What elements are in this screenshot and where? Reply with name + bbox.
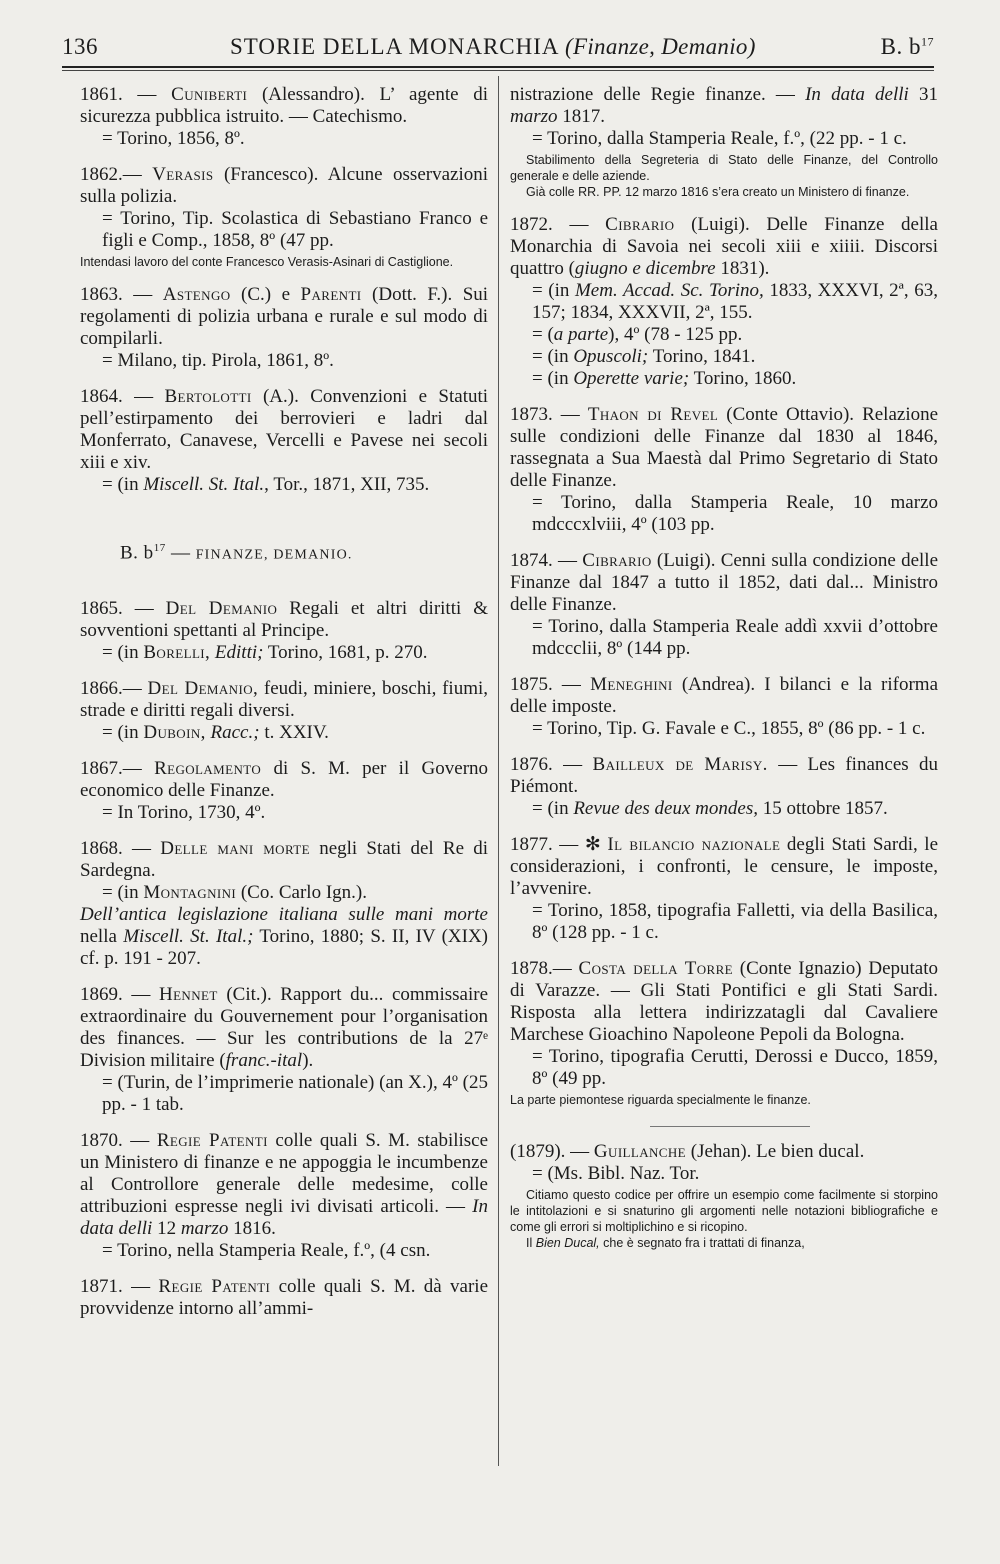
note-text: che è segnato fra i trattati di finanza, [603, 1236, 805, 1250]
imprint-source: Racc.; [210, 722, 260, 744]
entry-1861 [80, 84, 488, 150]
entry-title: Regali et altri diritti & sovventioni spettanti al Principe. [80, 598, 488, 642]
entry-title-italic: giugno e dicembre [574, 258, 716, 279]
entry-title: (Luigi). Cenni sulla condizione delle Finanze dal 1847 a tutto il 1852, dati dal... Ministro delle Finanze. [510, 550, 939, 615]
entry-title: di S. M. per il Governo economico delle Finanze. [80, 758, 489, 802]
entry-number: 1869. — [80, 984, 151, 1006]
entry-author: Hennet [158, 984, 218, 1006]
entry-author: Delle mani morte [160, 838, 310, 860]
entry-imprint [80, 722, 488, 744]
entry-1874 [510, 550, 938, 660]
entry-title: (Luigi). Delle Finanze della Monarchia di Savoia nei secoli xiii e xiiii. Discorsi quattro ( [510, 214, 938, 279]
entry-number: 1870. — [80, 1130, 150, 1152]
entry-number: 1874. — [510, 550, 578, 571]
imprint-prefix: = (in [532, 368, 569, 389]
imprint-work: Dell’antica legislazione italiana sulle mani morte [80, 904, 488, 926]
entry-imprint-3 [510, 346, 938, 368]
entry-author: Il bilancio nazionale [607, 834, 781, 855]
imprint-author: Duboin, [143, 722, 206, 744]
entry-imprint: = In Torino, 1730, 4º. [102, 802, 266, 824]
entry-imprint: = Torino, tipografia Cerutti, Derossi e Ducco, 1859, 8º (49 pp. [532, 1046, 938, 1089]
imprint-prefix: = (in [102, 722, 139, 744]
imprint-rest: 1833, XXXVI, 2ª, 63, 157; 1834, XXXVII, 2ª, 155. [532, 280, 939, 323]
section-heading-prefix: B. b [120, 542, 154, 564]
entry-1877 [510, 834, 938, 944]
entry-number: 1875. — [510, 674, 581, 695]
entry-1871 [80, 1276, 488, 1320]
entry-author: Regolamento [154, 758, 262, 780]
entry-author: Costa della Torre [578, 958, 734, 979]
entry-number: 1866.— [80, 678, 142, 700]
entry-imprint: = Torino, Tip. G. Favale e C., 1855, 8º (86 pp. - 1 c. [532, 718, 926, 739]
entry-note [510, 152, 938, 200]
entry-author: Guillanche [593, 1141, 687, 1162]
entry-title: colle quali S. M. stabilisce un Ministero di finanze e ne appoggia le incumbenze al Controllore generale delle medesime, colle attribuzioni espresse negli ivi divisati articoli. — [80, 1130, 489, 1218]
entry-imprint: = Torino, dalla Stamperia Reale addì xxvii d’ottobre mdccclii, 8º (144 pp. [532, 616, 938, 659]
entry-number: 1878.— [510, 958, 572, 979]
imprint-prefix: = ( [532, 324, 554, 345]
imprint-prefix: = (in [532, 346, 569, 367]
entry-number: 1861. — [80, 84, 157, 105]
entry-author: Del Demanio [165, 598, 278, 620]
entry-title-2: (Dott. F.). Sui regolamenti di polizia urbana e rurale e sul modo di compilarli. [80, 284, 489, 349]
imprint-rest: t. XXIV. [264, 722, 329, 744]
section-heading-text: FINANZE, DEMANIO. [195, 547, 353, 563]
entry-author: Del Demanio, [147, 678, 259, 700]
entry-imprint: = (Ms. Bibl. Naz. Tor. [532, 1163, 700, 1184]
entry-title: (Cit.). Rapport du... commissaire extraordinaire du Gouvernement pour l’organisation des finances. — Sur les contributions de la 27ᵉ Division militaire ( [80, 984, 489, 1072]
header-rule [62, 66, 934, 68]
entry-number: 1871. — [80, 1276, 151, 1298]
entry-1866 [80, 678, 488, 744]
running-section-sup: 17 [921, 34, 934, 49]
entry-number: 1877. — ✻ [510, 834, 601, 855]
entry-note: Intendasi lavoro del conte Francesco Verasis-Asinari di Castiglione. [80, 255, 454, 269]
entry-imprint: = Torino, dalla Stamperia Reale, f.º, (22 pp. - 1 c. [532, 128, 907, 149]
entry-1862 [80, 164, 488, 270]
imprint-prefix: = (in [102, 474, 139, 495]
entry-author: Verasis [152, 164, 214, 185]
section-heading-sup: 17 [153, 542, 166, 554]
entry-imprint: = Torino, Tip. Scolastica di Sebastiano Franco e figli e Comp., 1858, 8º (47 pp. [102, 208, 488, 251]
entry-title: negli Stati del Re di Sardegna. [80, 838, 489, 882]
note-paragraph: Già colle RR. PP. 12 marzo 1816 s’era creato un Ministero di finanze. [526, 185, 910, 199]
entry-date-label: In data delli [80, 1196, 488, 1240]
entry-date-month: marzo [510, 106, 558, 127]
entry-1878 [510, 958, 938, 1108]
imprint-source: Miscell. St. Ital.; [123, 926, 254, 948]
entry-date-day: 31 [919, 84, 938, 105]
section-heading-dash: — [170, 542, 191, 564]
imprint-source: Mem. Accad. Sc. Torino, [574, 280, 764, 301]
right-column [510, 84, 938, 1265]
entry-1869 [80, 984, 488, 1116]
entry-number: 1867.— [80, 758, 142, 780]
entry-date-label: In data delli [805, 84, 909, 105]
running-header [62, 30, 934, 66]
entry-number: 1876. — [510, 754, 583, 775]
imprint-source: Miscell. St. Ital. [143, 474, 265, 495]
entry-author: Astengo [162, 284, 231, 305]
entry-author-2: Parenti [300, 284, 362, 305]
imprint-rest: ), 4º (78 - 125 pp. [608, 324, 743, 345]
entry-number: 1865. — [80, 598, 154, 620]
imprint-author: Borelli, [143, 642, 211, 664]
entry-date-year: 1817. [562, 106, 606, 127]
entry-title: — Les finances du Piémont. [510, 754, 939, 797]
running-title-text: STORIE DELLA MONARCHIA [230, 34, 559, 59]
entry-title: (Andrea). I bilanci e la riforma delle imposte. [510, 674, 939, 717]
entry-author: Cibrario [582, 550, 652, 571]
entry-number: 1868. — [80, 838, 151, 860]
imprint-prefix: = (in [102, 882, 139, 904]
running-title-italic: (Finanze, Demanio) [565, 34, 756, 59]
entry-title: nistrazione delle Regie finanze. — [510, 84, 795, 105]
section-heading [120, 542, 488, 564]
imprint-source: Editti; [214, 642, 264, 664]
entry-title: (Jehan). Le bien ducal. [690, 1141, 865, 1162]
entry-number: 1864. — [80, 386, 154, 407]
entry-title: colle quali S. M. dà varie provvidenze intorno all’ammi- [80, 1276, 489, 1320]
imprint-rest: 15 ottobre 1857. [762, 798, 888, 819]
entry-note: La parte piemontese riguarda specialmente le finanze. [510, 1093, 811, 1107]
imprint-rest: Torino, 1681, p. 270. [267, 642, 428, 664]
entry-date-year: 1816. [233, 1218, 276, 1240]
note-paragraph [510, 1235, 938, 1251]
entry-author: Thaon di Revel [587, 404, 719, 425]
note-paragraph: Stabilimento della Segreteria di Stato delle Finanze, del Controllo generale e delle aziende. [510, 153, 938, 183]
entry-title: (Conte Ignazio) Deputato di Varazze. — Gli Stati Pontifici e gli Stati Sardi. Risposta alla lettera indirizzatagli dal Cavaliere Marchese Gioachino Napoleone Pepoli da Bologna. [510, 958, 939, 1045]
entry-1879 [510, 1141, 938, 1251]
entry-author: Bertolotti [164, 386, 252, 407]
entry-title: (Francesco). Alcune osservazioni sulla polizia. [80, 164, 489, 207]
imprint-source: Operette varie; [573, 368, 690, 389]
imprint-in: nella [80, 926, 117, 948]
entry-title: (Alessandro). L’ agente di sicurezza pubblica istruito. — Catechismo. [80, 84, 489, 127]
imprint-rest: Torino, 1841. [652, 346, 756, 367]
entry-imprint: = Torino, 1858, tipografia Falletti, via della Basilica, 8º (128 pp. - 1 c. [532, 900, 938, 943]
imprint-author-name: (Co. Carlo Ign.). [240, 882, 367, 904]
note-italic: Bien Ducal, [535, 1236, 600, 1250]
entry-title: degli Stati Sardi, le considerazioni, i confronti, le censure, le imposte, l’avvenire. [510, 834, 938, 899]
entry-date-month: marzo [180, 1218, 229, 1240]
entry-1865 [80, 598, 488, 664]
entry-1876 [510, 754, 938, 820]
entry-author: Bailleux de Marisy. [592, 754, 768, 775]
entry-author: Cuniberti [171, 84, 248, 105]
imprint-author: Montagnini [143, 882, 237, 904]
entry-title: (Conte Ottavio). Relazione sulle condizioni delle Finanze dal 1830 al 1846, rassegnata a Sua Maestà dal Primo Segretario di Stato delle Finanze. [510, 404, 939, 491]
imprint-source: Revue des deux mondes, [573, 798, 758, 819]
entry-author: Cibrario [605, 214, 675, 235]
entry-imprint [80, 474, 488, 496]
entry-1863 [80, 284, 488, 372]
entry-number: (1879). — [510, 1141, 590, 1162]
imprint-prefix: = (in [532, 280, 570, 301]
entry-title: feudi, miniere, boschi, fiumi, strade e diritti regali diversi. [80, 678, 489, 722]
entry-date-day: 12 [157, 1218, 177, 1240]
entry-author: Regie Patenti [158, 1276, 271, 1298]
entry-number: 1863. — [80, 284, 153, 305]
entry-1873 [510, 404, 938, 536]
entry-title-end: ). [302, 1050, 314, 1072]
note-text: Il [526, 1236, 533, 1250]
entry-imprint [510, 798, 938, 820]
entry-imprint: = Torino, nella Stamperia Reale, f.º, (4 csn. [102, 1240, 431, 1262]
entry-imprint: = Torino, dalla Stamperia Reale, 10 marzo mdcccxlviii, 4º (103 pp. [532, 492, 938, 535]
page-number: 136 [62, 34, 98, 59]
entry-note [510, 1187, 938, 1251]
entry-author: Regie Patenti [156, 1130, 268, 1152]
header-rule-thin [62, 70, 934, 71]
entry-title: (C.) e [241, 284, 291, 305]
entry-title-end: 1831). [720, 258, 770, 279]
entry-author: Meneghini [590, 674, 673, 695]
imprint-rest: Torino, 1880; S. II, IV (XIX) cf. p. 191 - 207. [80, 926, 489, 970]
entry-1872 [510, 214, 938, 390]
imprint-rest: Torino, 1860. [693, 368, 797, 389]
entry-number: 1862.— [80, 164, 142, 185]
running-section-text: B. b [880, 34, 921, 59]
entry-title: (A.). Convenzioni e Statuti pell’estirpamento dei berrovieri e ladri dal Monferrato, Canavese, Vercelli e Pavese nei secoli xiii e xiv. [80, 386, 489, 473]
imprint-prefix: = (in [532, 798, 569, 819]
entry-title-italic: franc.-ital [225, 1050, 303, 1072]
entry-imprint [510, 280, 938, 324]
entry-imprint-4 [510, 368, 938, 390]
entry-1864 [80, 386, 488, 496]
entry-imprint: = Milano, tip. Pirola, 1861, 8º. [102, 350, 334, 371]
entry-number: 1873. — [510, 404, 580, 425]
entry-number: 1872. — [510, 214, 589, 235]
separator-rule [650, 1126, 810, 1127]
entry-imprint [80, 642, 488, 664]
note-paragraph: Citiamo questo codice per offrire un esempio come facilmente si storpino le intitolazioni e si snaturino gli argomenti nelle notazioni bibliografiche e come gli errori si moltiplichino e si ricopino. [510, 1188, 938, 1234]
column-divider [498, 76, 499, 1466]
entry-1871-continued [510, 84, 938, 200]
entry-1867 [80, 758, 488, 824]
entry-1875 [510, 674, 938, 740]
entry-imprint-2 [510, 324, 938, 346]
entry-imprint: = (Turin, de l’imprimerie nationale) (an X.), 4º (25 pp. - 1 tab. [102, 1072, 488, 1116]
running-section [881, 34, 934, 60]
left-column [80, 84, 488, 1334]
imprint-source: a parte [553, 324, 609, 345]
entry-1868 [80, 838, 488, 970]
entry-imprint [80, 882, 488, 904]
running-title [230, 34, 756, 60]
imprint-prefix: = (in [102, 642, 139, 664]
entry-1870 [80, 1130, 488, 1262]
entry-imprint: = Torino, 1856, 8º. [102, 128, 245, 149]
imprint-source: Opuscoli; [573, 346, 649, 367]
imprint-rest: , Tor., 1871, XII, 735. [264, 474, 430, 495]
